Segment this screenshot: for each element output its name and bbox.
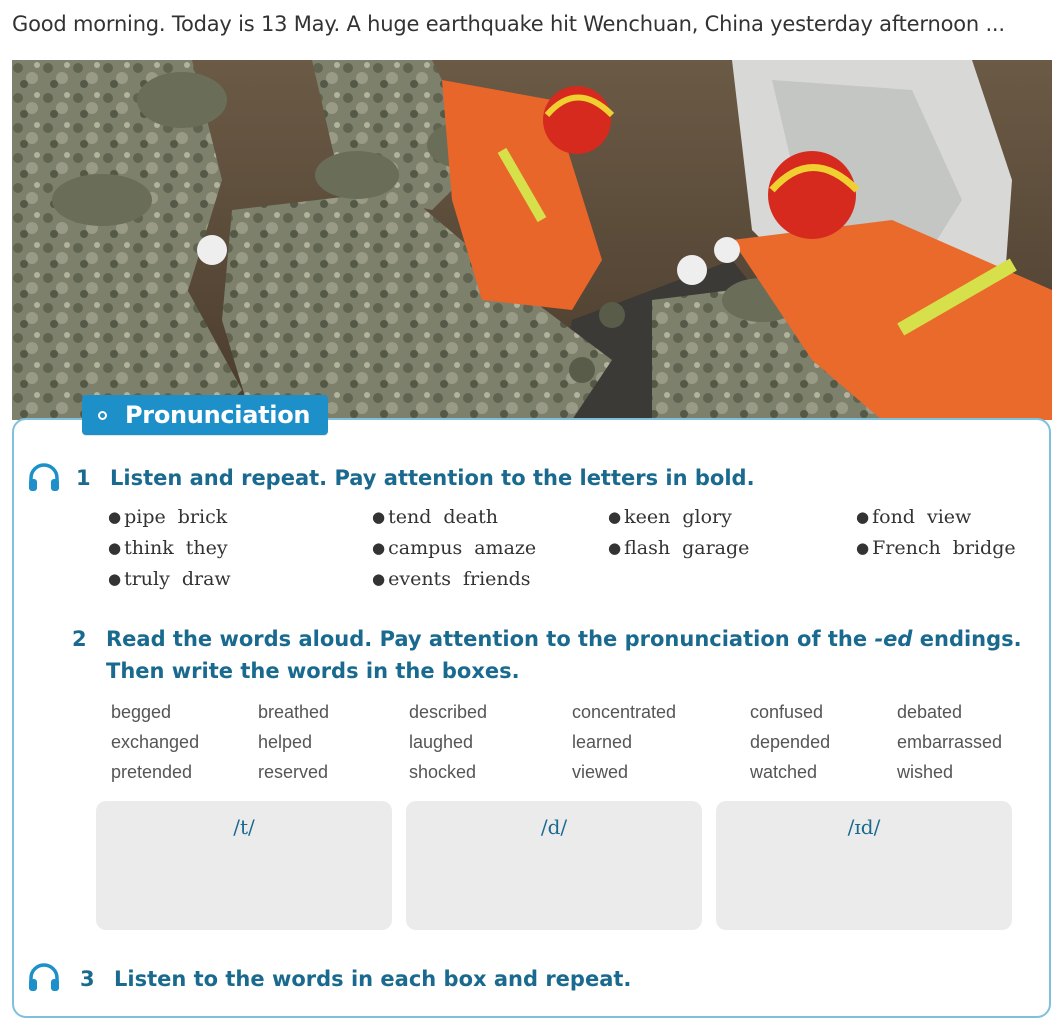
practice-word: view (926, 506, 972, 528)
bullet-icon: ● (856, 539, 870, 557)
practice-word: tend (388, 506, 432, 528)
practice-word: French (872, 537, 941, 559)
bullet-icon: ● (372, 570, 386, 588)
circle-bullet-icon (98, 411, 107, 420)
practice-word: death (443, 506, 498, 528)
answer-box-id[interactable] (716, 801, 1012, 930)
intro-text: Good morning. Today is 13 May. A huge earthquake hit Wenchuan, China yesterday afternoon ... (12, 12, 1005, 36)
practice-word: pipe (124, 506, 166, 528)
headphones-icon[interactable] (27, 962, 61, 992)
word-pair (608, 506, 744, 528)
practice-word: amaze (474, 537, 537, 559)
ed-word: learned (572, 732, 633, 752)
practice-word: glory (682, 506, 732, 528)
ed-word: laughed (409, 732, 474, 752)
exercise-number: 3 (80, 967, 95, 991)
ed-word: exchanged (111, 732, 200, 752)
practice-word: brick (177, 506, 228, 528)
practice-word: flash (624, 537, 671, 559)
practice-word: draw (181, 568, 231, 590)
word-pair (108, 506, 239, 528)
exercise-instruction (106, 623, 1022, 687)
practice-word: garage (682, 537, 750, 559)
exercise-number: 1 (76, 466, 91, 490)
practice-word: keen (624, 506, 671, 528)
ed-word: watched (750, 762, 818, 782)
bullet-icon: ● (608, 539, 622, 557)
section-tab (82, 395, 328, 435)
bullet-icon: ● (108, 508, 122, 526)
ed-word: confused (750, 702, 824, 722)
box-label: /d/ (540, 815, 568, 839)
instruction-emphasis: -ed (874, 627, 913, 651)
ed-word: reserved (258, 762, 329, 782)
section-title: Pronunciation (125, 401, 311, 429)
box-label: /ɪd/ (847, 815, 881, 839)
exercise-2-heading (72, 627, 1022, 687)
bullet-icon: ● (108, 539, 122, 557)
ed-word: pretended (111, 762, 193, 782)
instruction-line-2: Then write the words in the boxes. (106, 659, 520, 683)
rescue-scene-illustration (12, 60, 1052, 420)
exercise-instruction: Listen to the words in each box and repeat. (114, 967, 632, 991)
bullet-icon: ● (608, 508, 622, 526)
word-pair (856, 506, 983, 528)
exercise-3-heading (80, 967, 631, 995)
ed-word: begged (111, 702, 172, 722)
practice-word: bridge (952, 537, 1016, 559)
word-pair (608, 537, 761, 559)
bullet-icon: ● (372, 539, 386, 557)
headphones-icon[interactable] (27, 462, 61, 492)
ed-word: wished (897, 762, 954, 782)
ed-word: breathed (258, 702, 330, 722)
word-pair (108, 537, 240, 559)
instruction-part: Read the words aloud. Pay attention to the pronunciation of the (106, 627, 875, 651)
practice-word: fond (872, 506, 915, 528)
practice-word: campus (388, 537, 463, 559)
exercise-1-heading (76, 466, 755, 494)
ed-word: viewed (572, 762, 629, 782)
exercise-instruction: Listen and repeat. Pay attention to the letters in bold. (110, 466, 755, 490)
instruction-part: endings. (912, 627, 1022, 651)
bullet-icon: ● (372, 508, 386, 526)
word-pair (372, 568, 543, 590)
word-pair (108, 568, 243, 590)
practice-word: they (185, 537, 228, 559)
practice-word: events (388, 568, 451, 590)
ed-word: concentrated (572, 702, 677, 722)
bullet-icon: ● (108, 570, 122, 588)
word-pair (372, 537, 548, 559)
practice-word: truly (124, 568, 170, 590)
answer-box-d[interactable] (406, 801, 702, 930)
ed-word: embarrassed (897, 732, 1003, 752)
exercise-number: 2 (72, 627, 87, 651)
practice-word: think (124, 537, 174, 559)
ed-word: shocked (409, 762, 477, 782)
ed-word: described (409, 702, 488, 722)
ed-word: debated (897, 702, 963, 722)
word-pair (856, 537, 1028, 559)
practice-word: friends (462, 568, 531, 590)
box-label: /t/ (233, 815, 255, 839)
bullet-icon: ● (856, 508, 870, 526)
word-pair (372, 506, 510, 528)
ed-word: depended (750, 732, 831, 752)
answer-box-t[interactable] (96, 801, 392, 930)
ed-word: helped (258, 732, 313, 752)
earthquake-rescue-photo (12, 60, 1052, 420)
